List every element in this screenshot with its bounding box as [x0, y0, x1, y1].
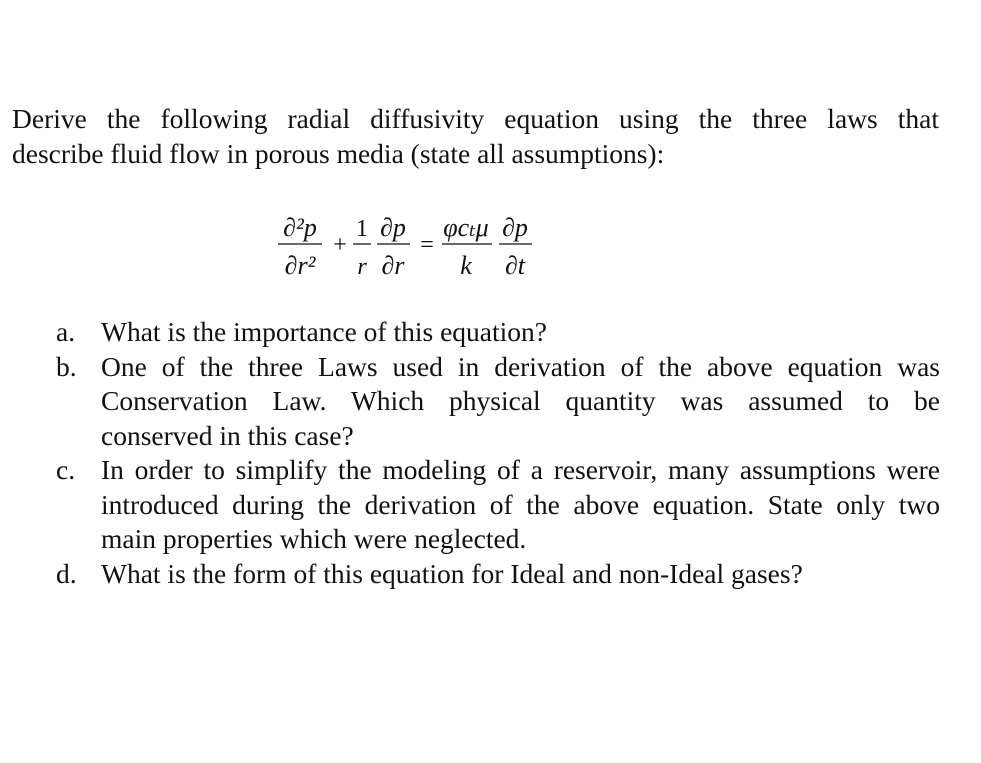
question-line: In order to simplify the modeling of a reservoir, many assumptions were	[101, 454, 940, 485]
rhs2-denominator: ∂t	[504, 251, 526, 280]
question-item-a	[56, 315, 940, 350]
radial-diffusivity-equation	[270, 206, 550, 286]
question-marker: b.	[56, 350, 77, 382]
question-line: What is the importance of this equation?	[101, 316, 547, 347]
question-item-c	[56, 453, 940, 557]
rhs2-numerator: ∂p	[502, 213, 528, 242]
question-item-b	[56, 350, 940, 454]
term2-denominator: ∂r	[381, 251, 405, 280]
problem-statement-line-1: Derive the following radial diffusivity equation using the three laws that	[12, 103, 939, 134]
question-line: Conservation Law. Which physical quantity was assumed to be	[101, 385, 940, 416]
term2-numerator: ∂p	[380, 213, 406, 242]
question-marker: d.	[56, 557, 77, 589]
term2-coef-denominator: r	[357, 254, 367, 280]
question-list	[56, 315, 940, 591]
question-marker: c.	[56, 454, 76, 485]
term2-coef-numerator: 1	[356, 216, 368, 242]
question-line: What is the form of this equation for Ideal and non-Ideal gases?	[101, 557, 803, 589]
term1-denominator: ∂r²	[284, 251, 316, 280]
problem-statement	[12, 101, 939, 171]
problem-statement-line-2: describe fluid flow in porous media (state all assumptions):	[12, 138, 665, 169]
question-line: main properties which were neglected.	[101, 523, 527, 554]
rhs-numerator: φcₜμ	[443, 213, 489, 242]
term1-numerator: ∂²p	[283, 213, 317, 242]
question-line: One of the three Laws used in derivation of the above equation was	[101, 350, 940, 382]
question-line: conserved in this case?	[101, 419, 354, 451]
question-line: introduced during the derivation of the above equation. State only two	[101, 488, 940, 520]
question-marker: a.	[56, 316, 76, 347]
question-item-d	[56, 557, 940, 592]
equals-sign: =	[420, 232, 434, 258]
rhs-denominator: k	[460, 251, 472, 280]
plus-sign: +	[333, 232, 347, 258]
